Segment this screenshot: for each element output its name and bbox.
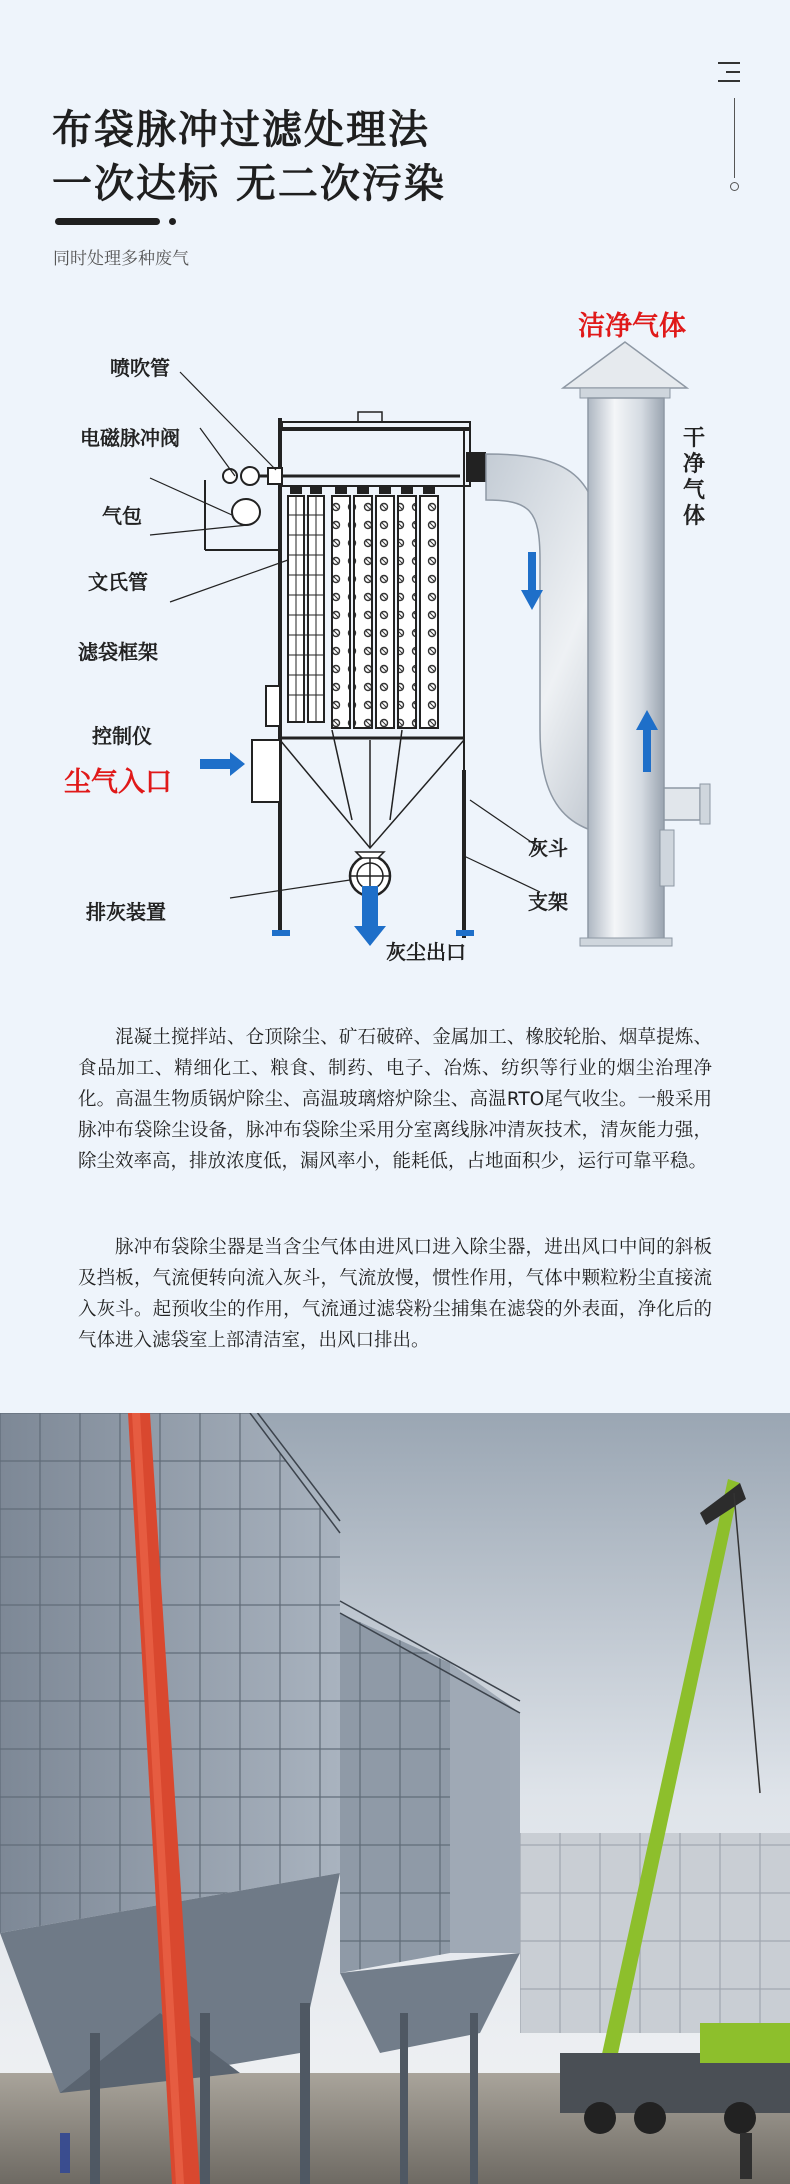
label-clean-gas: 洁净气体 xyxy=(578,311,686,342)
title-underline-dot xyxy=(169,218,176,225)
ash-hopper xyxy=(252,730,464,938)
label-air-bag: 气包 xyxy=(102,504,142,528)
label-controller: 控制仪 xyxy=(92,724,152,748)
principle-paragraph: 脉冲布袋除尘器是当含尘气体由进风口进入除尘器，进出风口中间的斜板及挡板，气流便转向流入灰斗，气流放慢，惯性作用，气体中颗粒粉尘直接流入灰斗。起预收尘的作用，气流通过滤袋粉尘捕集在滤袋的外表面，净化后的气体进入滤袋室上部清洁室，出风口排出。 xyxy=(78,1237,712,1351)
page-title-line-1: 布袋脉冲过滤处理法 xyxy=(52,107,430,153)
controller-box xyxy=(266,686,280,726)
spray-pipe xyxy=(223,467,460,485)
menu-icon[interactable] xyxy=(710,62,740,84)
intro-paragraph: 混凝土搅拌站、仓顶除尘、矿石破碎、金属加工、橡胶轮胎、烟草提炼、食品加工、精细化工、粮食、制药、电子、冶炼、纺织等行业的烟尘治理净化。高温生物质锅炉除尘、高温玻璃熔炉除尘、高温RTO尾气收尘。一般采用脉冲布袋除尘设备，脉冲布袋除尘采用分室离线脉冲清灰技术，清灰能力强，除尘效率高，排放浓度低，漏风率小，能耗低，占地面积少，运行可靠平稳。 xyxy=(78,1027,712,1172)
side-decoration-dot xyxy=(730,182,739,191)
side-decoration-line xyxy=(734,98,735,178)
label-dust-inlet: 尘气入口 xyxy=(64,767,172,798)
label-bag-frame: 滤袋框架 xyxy=(78,640,158,664)
label-venturi: 文氏管 xyxy=(88,570,148,594)
label-ash-discharge: 排灰装置 xyxy=(86,900,166,924)
page-title-line-2: 一次达标 无二次污染 xyxy=(52,161,446,207)
left-foot xyxy=(272,930,290,936)
label-solenoid-valve: 电磁脉冲阀 xyxy=(80,426,180,450)
label-ash-hopper: 灰斗 xyxy=(528,836,568,860)
title-underline xyxy=(55,218,160,225)
label-spray-pipe: 喷吹管 xyxy=(110,356,170,380)
header xyxy=(0,0,790,300)
label-dry-clean-gas: 干净气体 xyxy=(682,426,705,529)
dust-collector-diagram xyxy=(40,300,750,980)
filter-bags xyxy=(288,486,438,728)
label-support: 支架 xyxy=(528,890,568,914)
page-subtitle: 同时处理多种废气 xyxy=(53,249,189,269)
label-dust-outlet: 灰尘出口 xyxy=(386,940,466,964)
site-photo xyxy=(0,1413,790,2184)
air-bag xyxy=(205,480,280,550)
